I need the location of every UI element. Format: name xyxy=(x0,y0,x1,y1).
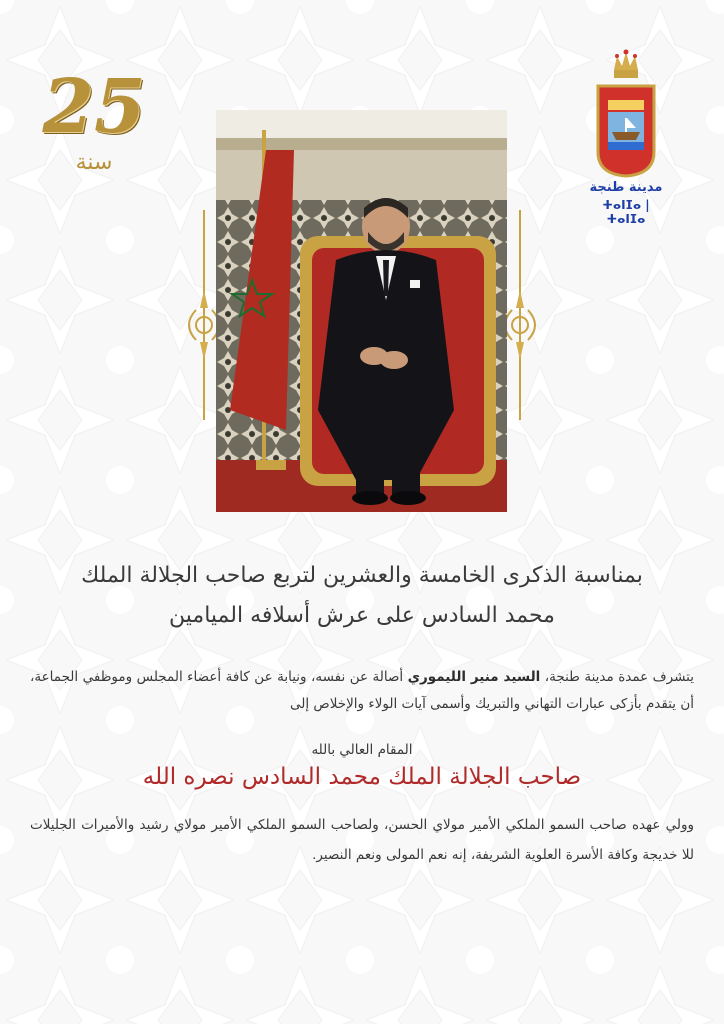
portrait-image xyxy=(216,110,507,512)
intro-text: يتشرف عمدة مدينة طنجة، xyxy=(540,669,695,685)
anniversary-emblem xyxy=(34,62,154,182)
anniversary-word: سنة xyxy=(75,150,113,175)
honorific-line: المقام العالي بالله xyxy=(311,742,413,758)
intro-continuation: أصالة عن نفسه، ونيابة عن كافة أعضاء المجلس وموظفي الجماعة، أن يتقدم بأزكى عبارات التهاني والتبريك وأسمى آيات الولاء والإخلاص إلى xyxy=(30,669,694,712)
message-paragraph xyxy=(30,664,694,718)
royal-portrait xyxy=(216,110,507,512)
title-line-1: بمناسبة الذكرى الخامسة والعشرين لتربع صاحب الجلالة الملك xyxy=(81,563,643,588)
city-name-tifinagh: ⵜⴰⵏⵊⴰ | ⵜⴰⵏⵊⴰ xyxy=(602,198,650,226)
king-title: صاحب الجلالة الملك محمد السادس نصره الله xyxy=(142,764,582,790)
page-title xyxy=(40,556,684,636)
anniversary-number: 25 xyxy=(42,64,146,150)
city-shield-icon xyxy=(596,82,656,178)
city-name-arabic: مدينة طنجة xyxy=(589,180,663,195)
closing-paragraph: وولي عهده صاحب السمو الملكي الأمير مولاي الحسن، ولصاحب السمو الملكي الأمير مولاي رشيد والأميرات الجليلات للا خديجة وكافة الأسرة العلوية الشريفة، إنه نعم المولى ونعم النصير. xyxy=(30,817,694,863)
mayor-name: السيد منير الليموري xyxy=(407,669,541,685)
title-line-2: محمد السادس على عرش أسلافه الميامين xyxy=(169,603,555,628)
city-logo xyxy=(586,48,666,226)
crown-icon xyxy=(608,48,644,84)
